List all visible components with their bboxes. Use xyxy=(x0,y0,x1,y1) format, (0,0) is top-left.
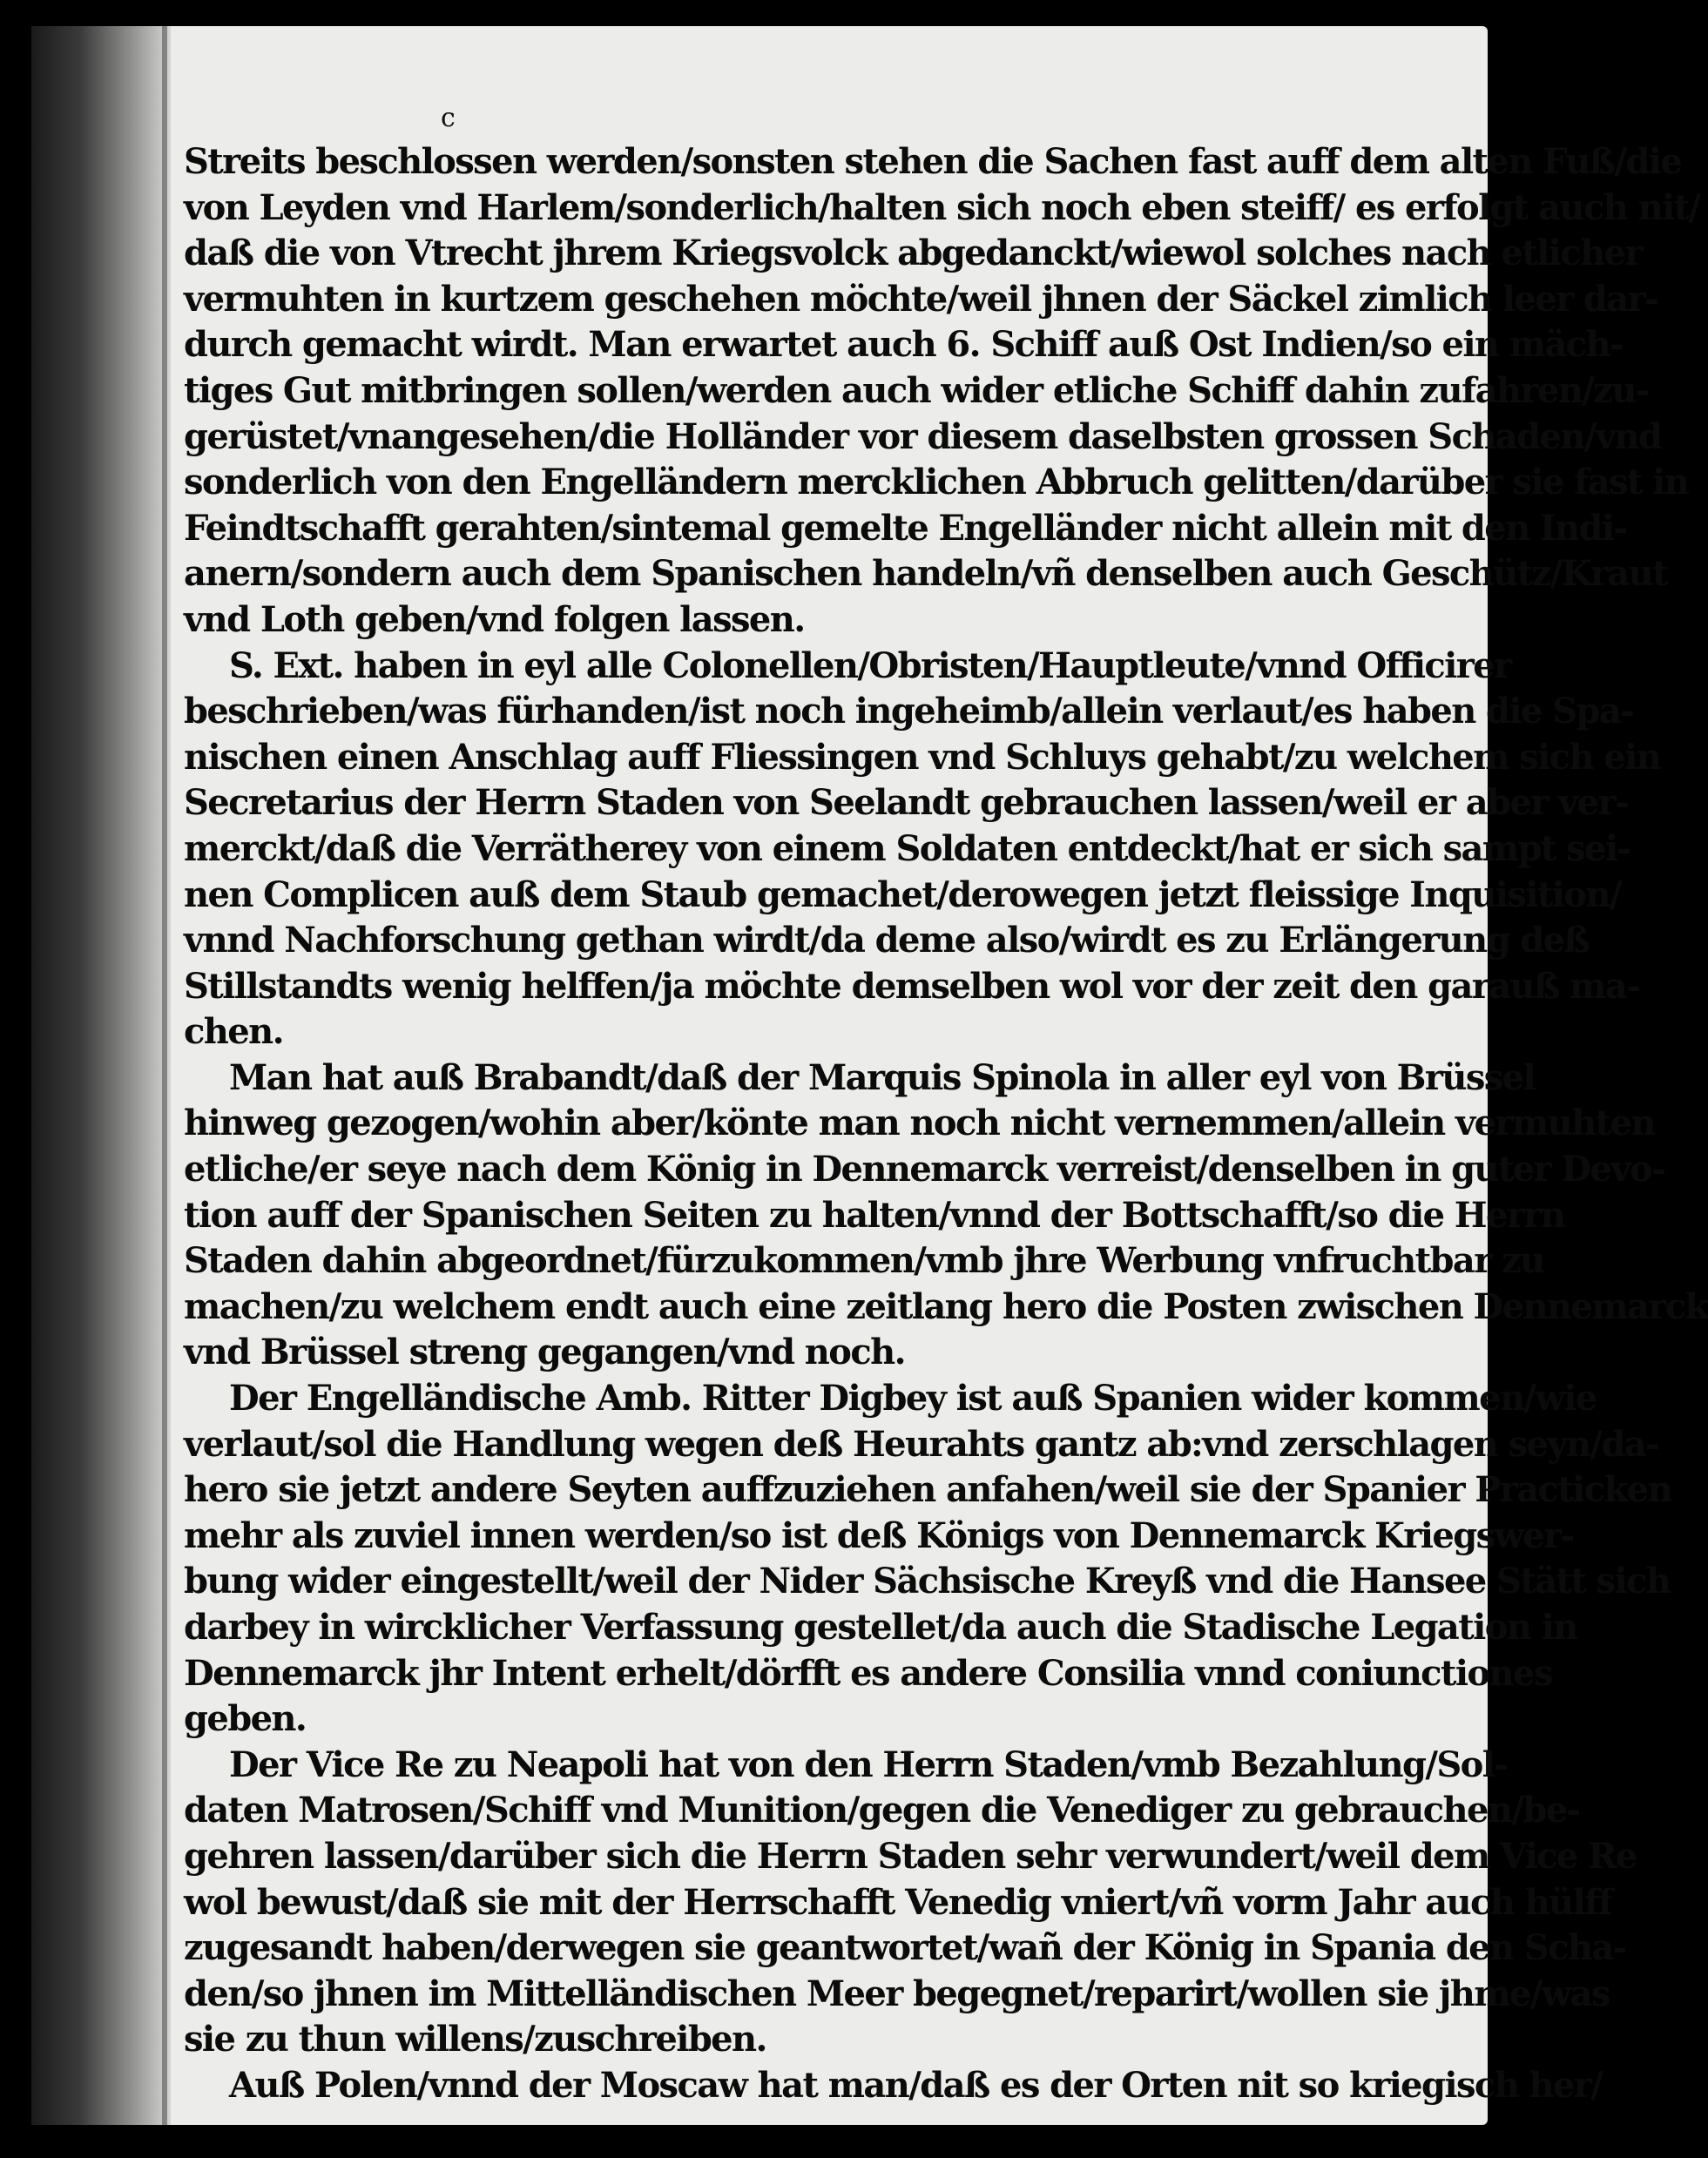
text-line: Staden dahin abgeordnet/fürzukommen/vmb jhre Werbung vnfruchtbar zu xyxy=(184,1240,1544,1282)
text-line: Secretarius der Herrn Staden von Seelandt gebrauchen lassen/weil er aber ver- xyxy=(184,782,1629,824)
text-line: verlaut/sol die Handlung wegen deß Heurahts gantz ab:vnd zerschlagen seyn/da- xyxy=(184,1423,1659,1465)
text-line: sonderlich von den Engelländern mercklichen Abbruch gelitten/darüber sie fast in xyxy=(184,462,1689,503)
body-text xyxy=(184,139,1708,2109)
page-mark: c xyxy=(441,103,456,133)
text-line: von Leyden vnd Harlem/sonderlich/halten sich noch eben steiff/ es erfolgt auch nit/ xyxy=(184,186,1700,228)
text-line: zugesandt haben/derwegen sie geantwortet/wañ der König in Spania den Scha- xyxy=(184,1927,1626,1969)
text-line: Der Vice Re zu Neapoli hat von den Herrn Staden/vmb Bezahlung/Sol- xyxy=(229,1743,1508,1785)
text-line: chen. xyxy=(184,1011,283,1053)
text-line: vermuhten in kurtzem geschehen möchte/weil jhnen der Säckel zimlich leer dar- xyxy=(184,278,1658,320)
text-line: beschrieben/was fürhanden/ist noch ingeheimb/allein verlaut/es haben die Spa- xyxy=(184,691,1634,732)
text-line: gehren lassen/darüber sich die Herrn Staden sehr verwundert/weil dem Vice Re xyxy=(184,1835,1637,1877)
text-line: Man hat auß Brabandt/daß der Marquis Spinola in aller eyl von Brüssel xyxy=(229,1056,1536,1098)
text-line: daß die von Vtrecht jhrem Kriegsvolck abgedanckt/wiewol solches nach etlicher xyxy=(184,233,1642,274)
text-line: geben. xyxy=(184,1698,307,1740)
text-line: hinweg gezogen/wohin aber/könte man noch nicht vernemmen/allein vermuhten xyxy=(184,1103,1655,1144)
text-line: vnd Loth geben/vnd folgen lassen. xyxy=(184,598,805,640)
text-line: gerüstet/vnangesehen/die Holländer vor diesem daselbsten grossen Schaden/vnd xyxy=(184,415,1662,457)
text-line: mehr als zuviel innen werden/so ist deß Königs von Dennemarck Kriegswer- xyxy=(184,1514,1574,1556)
text-line: S. Ext. haben in eyl alle Colonellen/Obristen/Hauptleute/vnnd Officirer xyxy=(229,644,1511,686)
text-line: nischen einen Anschlag auff Fliessingen vnd Schluys gehabt/zu welchem sich ein xyxy=(184,736,1661,778)
text-line: Dennemarck jhr Intent erhelt/dörfft es andere Consilia vnnd coniunctiones xyxy=(184,1652,1552,1694)
gutter-shadow xyxy=(162,26,167,2125)
binding-gutter xyxy=(31,26,171,2125)
text-line: sie zu thun willens/zuschreiben. xyxy=(184,2019,766,2060)
text-line: durch gemacht wirdt. Man erwartet auch 6. Schiff auß Ost Indien/so ein mäch- xyxy=(184,324,1624,366)
text-line: Streits beschlossen werden/sonsten stehen die Sachen fast auff dem alten Fuß/die xyxy=(184,141,1682,182)
document-page xyxy=(31,26,1708,2125)
text-line: Der Engelländische Amb. Ritter Digbey ist auß Spanien wider kommen/wie xyxy=(229,1378,1597,1420)
text-line: den/so jhnen im Mittelländischen Meer begegnet/reparirt/wollen sie jhme/was xyxy=(184,1973,1610,2014)
text-line: hero sie jetzt andere Seyten auffzuziehen anfahen/weil sie der Spanier Practicken xyxy=(184,1469,1671,1511)
text-line: darbey in wircklicher Verfassung gestellet/da auch die Stadische Legation in xyxy=(184,1607,1577,1648)
text-line: etliche/er seye nach dem König in Dennemarck verreist/denselben in guter Devo- xyxy=(184,1149,1665,1190)
text-line: tion auff der Spanischen Seiten zu halten/vnnd der Bottschafft/so die Herrn xyxy=(184,1194,1565,1236)
text-line: vnnd Nachforschung gethan wirdt/da deme also/wirdt es zu Erlängerung deß xyxy=(184,920,1590,961)
text-line: bung wider eingestellt/weil der Nider Sächsische Kreyß vnd die Hansee Stätt sich xyxy=(184,1561,1671,1602)
text-line: merckt/daß die Verrätherey von einem Soldaten entdeckt/hat er sich sampt sei- xyxy=(184,827,1630,869)
text-line: Auß Polen/vnnd der Moscaw hat man/daß es der Orten nit so kriegisch her/ xyxy=(229,2064,1603,2106)
text-line: nen Complicen auß dem Staub gemachet/derowegen jetzt fleissige Inquisition/ xyxy=(184,873,1621,915)
text-line: Feindtschafft gerahten/sintemal gemelte Engelländer nicht allein mit den Indi- xyxy=(184,507,1627,549)
text-line: daten Matrosen/Schiff vnd Munition/gegen die Venediger zu gebrauchen/be- xyxy=(184,1790,1580,1831)
text-line: anern/sondern auch dem Spanischen handeln/vñ denselben auch Geschütz/Kraut xyxy=(184,553,1667,595)
text-line: machen/zu welchem endt auch eine zeitlang hero die Posten zwischen Dennemarck xyxy=(184,1285,1708,1327)
text-line: Stillstandts wenig helffen/ja möchte demselben wol vor der zeit den garauß ma- xyxy=(184,965,1640,1007)
text-line: vnd Brüssel streng gegangen/vnd noch. xyxy=(184,1332,905,1373)
text-line: wol bewust/daß sie mit der Herrschafft Venedig vniert/vñ vorm Jahr auch hülff xyxy=(184,1881,1612,1923)
text-line: tiges Gut mitbringen sollen/werden auch wider etliche Schiff dahin zufahren/zu- xyxy=(184,369,1649,411)
